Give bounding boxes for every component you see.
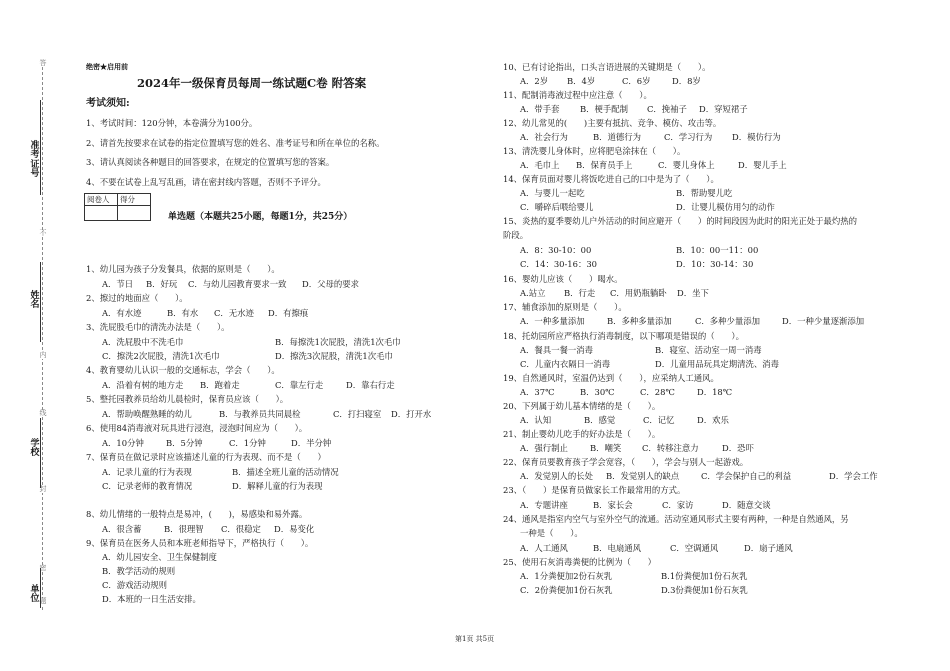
option-a[interactable]: A．8：30-10：00 (520, 245, 592, 255)
option-a[interactable]: A．人工通风 (520, 543, 568, 553)
instruction-item: 1、考试时间：120分钟，本卷满分为100分。 (86, 118, 258, 128)
option-c[interactable]: C．婴儿身体上 (658, 160, 715, 170)
name-label: 姓 名 (30, 291, 40, 311)
page-title: 2024年一级保育员每周一练试题C卷 附答案 (137, 76, 367, 90)
option-d[interactable]: D．本班的一日生活安排。 (102, 594, 201, 604)
option-d[interactable]: D．半分钟 (291, 438, 332, 448)
option-d[interactable]: D．让婴儿模仿用匀的动作 (676, 202, 775, 212)
option-a[interactable]: A．洗屁股中不洗毛巾 (102, 337, 184, 347)
option-d[interactable]: D．随意交谈 (722, 500, 771, 510)
seal-char-mi: 密 (39, 564, 47, 572)
option-d[interactable]: D．靠右行走 (346, 380, 395, 390)
option-a[interactable]: A．发觉别人的长处 (520, 471, 594, 481)
instruction-item: 2、请首先按要求在试卷的指定位置填写您的姓名、准考证号和所在单位的名称。 (86, 138, 385, 148)
option-a[interactable]: A．强行制止 (520, 443, 568, 453)
instruction-item: 4、不要在试卷上乱写乱画，请在密封线内答题，否则不予评分。 (86, 177, 326, 187)
option-a[interactable]: A．专题讲座 (520, 500, 568, 510)
option-d[interactable]: D．8岁 (672, 76, 701, 86)
question-stem: 23、（ ）是保育员做家长工作最常用的方式。 (503, 485, 686, 495)
unit-label: 单 位 (30, 585, 40, 605)
option-c[interactable]: C．记忆 (643, 415, 675, 425)
option-c[interactable]: C．28℃ (640, 387, 675, 397)
seal-char-xian: 线 (39, 409, 47, 417)
option-d[interactable]: D．穿短裙子 (699, 104, 748, 114)
option-b[interactable]: B．跑着走 (200, 380, 240, 390)
question-stem: 21、制止婴幼儿吃手的好办法是（ ）。 (503, 429, 661, 439)
question-stem: 15、炎热的夏季婴幼儿户外活动的时间应避开（ ）的时间段因为此时的阳光正处于最灼热的 (503, 216, 858, 226)
option-a[interactable]: A．餐具一餐一消毒 (520, 345, 594, 355)
option-c[interactable]: C．嚼碎后喂给婴儿 (520, 202, 594, 212)
question-stem: 20、下列属于幼儿基本情绪的是（ ）。 (503, 401, 661, 411)
option-c[interactable]: C．用奶瓶躺卧 (610, 288, 667, 298)
option-d[interactable]: D．18℃ (697, 387, 733, 397)
question-stem: 8、幼儿情绪的一般特点是易冲，( )，易感染和易外露。 (86, 509, 308, 519)
instructions-heading: 考试须知: (86, 98, 130, 109)
option-a[interactable]: A．1分粪便加2份石灰乳 (520, 571, 613, 581)
option-b[interactable]: B．电扇通风 (593, 543, 642, 553)
seal-char-bu: 不 (39, 229, 47, 237)
option-a[interactable]: A．与婴儿一起吃 (520, 188, 585, 198)
option-b[interactable]: B．与教养员共同晨检 (219, 409, 301, 419)
option-b[interactable]: B．寝室、活动室一周一消毒 (655, 345, 762, 355)
seal-char-nei: 内 (39, 351, 47, 359)
option-b[interactable]: B．5分钟 (166, 438, 203, 448)
option-b[interactable]: B．每擦洗1次屁股，清洗1次毛巾 (275, 337, 401, 347)
option-b[interactable]: B.1份粪便加1份石灰乳 (661, 571, 748, 581)
option-d[interactable]: D．婴儿手上 (738, 160, 787, 170)
option-a[interactable]: A.站立 (520, 288, 546, 298)
option-c[interactable]: C．14：30-16：30 (520, 259, 597, 269)
option-a[interactable]: A．认知 (520, 415, 552, 425)
option-a[interactable]: A．帮助唤醒熟睡的幼儿 (102, 409, 192, 419)
option-b[interactable]: B．好玩 (146, 279, 178, 289)
option-c[interactable]: C．无水迹 (214, 308, 254, 318)
section-title: 单选题（本题共25小题，每题1分，共25分） (168, 212, 353, 222)
option-d[interactable]: D.3份粪便加1份石灰乳 (661, 585, 748, 595)
option-c[interactable]: C．儿童内衣隔日一消毒 (520, 359, 611, 369)
option-a[interactable]: A．毛巾上 (520, 160, 560, 170)
question-stem: 3、洗屁股毛巾的清洗办法是（ ）。 (86, 322, 230, 332)
option-b[interactable]: B．4岁 (567, 76, 596, 86)
question-stem: 24、通风是指室内空气与室外空气的流通。活动室通风形式主要有两种，一种是自然通风，另 (503, 514, 849, 524)
option-a[interactable]: A．10分钟 (102, 438, 144, 448)
option-c[interactable]: C．家访 (662, 500, 694, 510)
option-c[interactable]: C．转移注意力 (642, 443, 699, 453)
option-a[interactable]: A．节日 (102, 279, 134, 289)
option-b[interactable]: B．家长会 (593, 500, 633, 510)
option-d[interactable]: D．解释儿童的行为表现 (232, 481, 323, 491)
option-a[interactable]: A．37℃ (520, 387, 555, 397)
option-b[interactable]: B．梗手配制 (580, 104, 629, 114)
page-number: 第1页 共5页 (455, 635, 495, 643)
question-stem: 14、保育员面对婴儿将饭吃进自己的口中是为了（ ）。 (503, 174, 719, 184)
option-b[interactable]: B．帮助婴儿吃 (676, 188, 733, 198)
question-stem: 9、保育员在医务人员和本班老师指导下，严格执行（ ）。 (86, 538, 314, 548)
option-d[interactable]: D．有擦痕 (268, 308, 309, 318)
option-a[interactable]: A．带手套 (520, 104, 560, 114)
option-b[interactable]: B．多种多量添加 (607, 316, 672, 326)
option-c[interactable]: C．靠左行走 (275, 380, 324, 390)
option-d[interactable]: D．欢乐 (697, 415, 729, 425)
question-stem: 13、清洗婴儿身体时，应将肥皂涂抹在（ ）。 (503, 146, 686, 156)
school-label: 学 校 (30, 439, 40, 459)
option-b[interactable]: B．嘲笑 (590, 443, 622, 453)
option-b[interactable]: B．行走 (564, 288, 596, 298)
option-a[interactable]: A．有水迹 (102, 308, 142, 318)
option-d[interactable]: D．坐下 (677, 288, 709, 298)
school-line[interactable] (40, 418, 41, 488)
question-stem: 25、使用石灰消毒粪便的比例为（ ） (503, 557, 657, 567)
option-b[interactable]: B．30℃ (580, 387, 615, 397)
option-c[interactable]: C．多种少量添加 (695, 316, 761, 326)
question-stem: 5、整托园教养员给幼儿晨检时，保育员应该（ ）。 (86, 394, 289, 404)
option-c[interactable]: C．学会保护自己的利益 (701, 471, 792, 481)
option-a[interactable]: A．记录儿童的行为表现 (102, 467, 192, 477)
unit-line[interactable] (40, 568, 41, 608)
option-c[interactable]: C．空调通风 (670, 543, 719, 553)
question-stem: 7、保育员在做记录时应该描述儿童的行为表现、而不是（ ） (86, 452, 326, 462)
option-c[interactable]: C．很稳定 (221, 524, 261, 534)
option-d[interactable]: D．擦洗3次屁股，清洗1次毛巾 (275, 351, 393, 361)
option-a[interactable]: A．2岁 (520, 76, 549, 86)
secret-mark: 绝密★启用前 (86, 62, 128, 71)
question-stem: 16、婴幼儿应该（ ）喝水。 (503, 274, 623, 284)
option-b[interactable]: B．发觉别人的缺点 (606, 471, 680, 481)
question-stem-continued: 阶段。 (503, 230, 529, 240)
question-stem: 1、幼儿园为孩子分发餐具，依据的原则是（ ）。 (86, 264, 280, 274)
option-b[interactable]: B．保育员手上 (576, 160, 633, 170)
option-b[interactable]: B．教学活动的规则 (102, 566, 176, 576)
option-a[interactable]: A．幼儿园安全、卫生保健制度 (102, 552, 217, 562)
option-b[interactable]: B．有水 (167, 308, 199, 318)
name-line[interactable] (40, 262, 41, 342)
option-d[interactable]: D．一种少量逐渐添加 (782, 316, 865, 326)
option-d[interactable]: D．学会工作 (829, 471, 878, 481)
option-b[interactable]: B．道德行为 (593, 132, 642, 142)
option-d[interactable]: D．易变化 (274, 524, 315, 534)
option-b[interactable]: B．描述全班儿童的活动情况 (232, 467, 339, 477)
option-c[interactable]: C．记录老师的教育情况 (102, 481, 193, 491)
exam-number-label: 准 考 证 号 (30, 141, 40, 180)
seal-char-ti: 题 (39, 597, 47, 605)
score-table (84, 193, 151, 221)
option-c[interactable]: C．与幼儿园教育要求一致 (188, 279, 287, 289)
option-a[interactable]: A．沿着有树的地方走 (102, 380, 184, 390)
option-d[interactable]: D．儿童用品玩具定期清洗、消毒 (655, 359, 779, 369)
option-a[interactable]: A．一种多量添加 (520, 316, 585, 326)
seal-char-da: 答 (39, 59, 47, 67)
option-b[interactable]: B．很理智 (164, 524, 204, 534)
option-c[interactable]: C．2份粪便加1份石灰乳 (520, 585, 613, 595)
option-a[interactable]: A．很含蓄 (102, 524, 142, 534)
seal-line (42, 62, 43, 610)
option-c[interactable]: C．1分钟 (229, 438, 266, 448)
question-stem: 17、辅食添加的原则是（ ）。 (503, 302, 627, 312)
question-stem: 19、自然通风时，室温仍达到（ ），应采纳人工通风。 (503, 373, 719, 383)
option-c[interactable]: C．游戏活动规则 (102, 580, 168, 590)
option-d[interactable]: D．父母的要求 (302, 279, 359, 289)
option-d[interactable]: D．打开水 (391, 409, 432, 419)
question-stem: 6、使用84消毒液对玩具进行浸泡，浸泡时间应为（ ）。 (86, 423, 308, 433)
question-stem: 11、配制消毒液过程中应注意（ ）。 (503, 90, 652, 100)
question-stem: 12、幼儿常见的( )主要有抵抗、竞争、模仿、攻击等。 (503, 118, 722, 128)
binding-margin (0, 0, 70, 671)
option-c[interactable]: C．擦洗2次屁股，清洗1次毛巾 (102, 351, 220, 361)
seal-char-feng: 封 (39, 485, 47, 493)
option-c[interactable]: C．6岁 (622, 76, 651, 86)
question-stem-continued: 一种是（ ）。 (520, 528, 583, 538)
score-cell[interactable] (118, 206, 151, 221)
option-d[interactable]: D．10：30-14：30 (676, 259, 754, 269)
option-a[interactable]: A．社会行为 (520, 132, 568, 142)
question-stem: 4、教育婴幼儿认识一般的交通标志，学会（ ）。 (86, 365, 280, 375)
option-c[interactable]: C．学习行为 (664, 132, 713, 142)
score-table-header-score: 得分 (118, 194, 151, 206)
score-table-header-grader: 阅卷人 (85, 194, 118, 206)
question-stem: 2、擦过的地面应（ ）。 (86, 293, 188, 303)
option-c[interactable]: C．挽袖子 (647, 104, 687, 114)
instruction-item: 3、请认真阅读各种题目的回答要求，在规定的位置填写您的答案。 (86, 157, 335, 167)
option-d[interactable]: D．恐吓 (722, 443, 754, 453)
option-d[interactable]: D．扇子通风 (744, 543, 793, 553)
option-b[interactable]: B．10：00一11：00 (676, 245, 759, 255)
question-stem: 18、托幼园所应严格执行消毒制度，以下哪项是错误的（ ）。 (503, 331, 744, 341)
question-stem: 22、保育员要教育孩子学会宽容，（ ），学会与别人一起游戏。 (503, 457, 749, 467)
grader-cell[interactable] (85, 206, 118, 221)
question-stem: 10、已有讨论指出，口头言语进展的关键期是（ ）。 (503, 62, 711, 72)
exam-number-line[interactable] (40, 100, 41, 195)
option-b[interactable]: B．感觉 (584, 415, 616, 425)
option-c[interactable]: C．打扫寝室 (333, 409, 382, 419)
option-d[interactable]: D．模仿行为 (732, 132, 781, 142)
